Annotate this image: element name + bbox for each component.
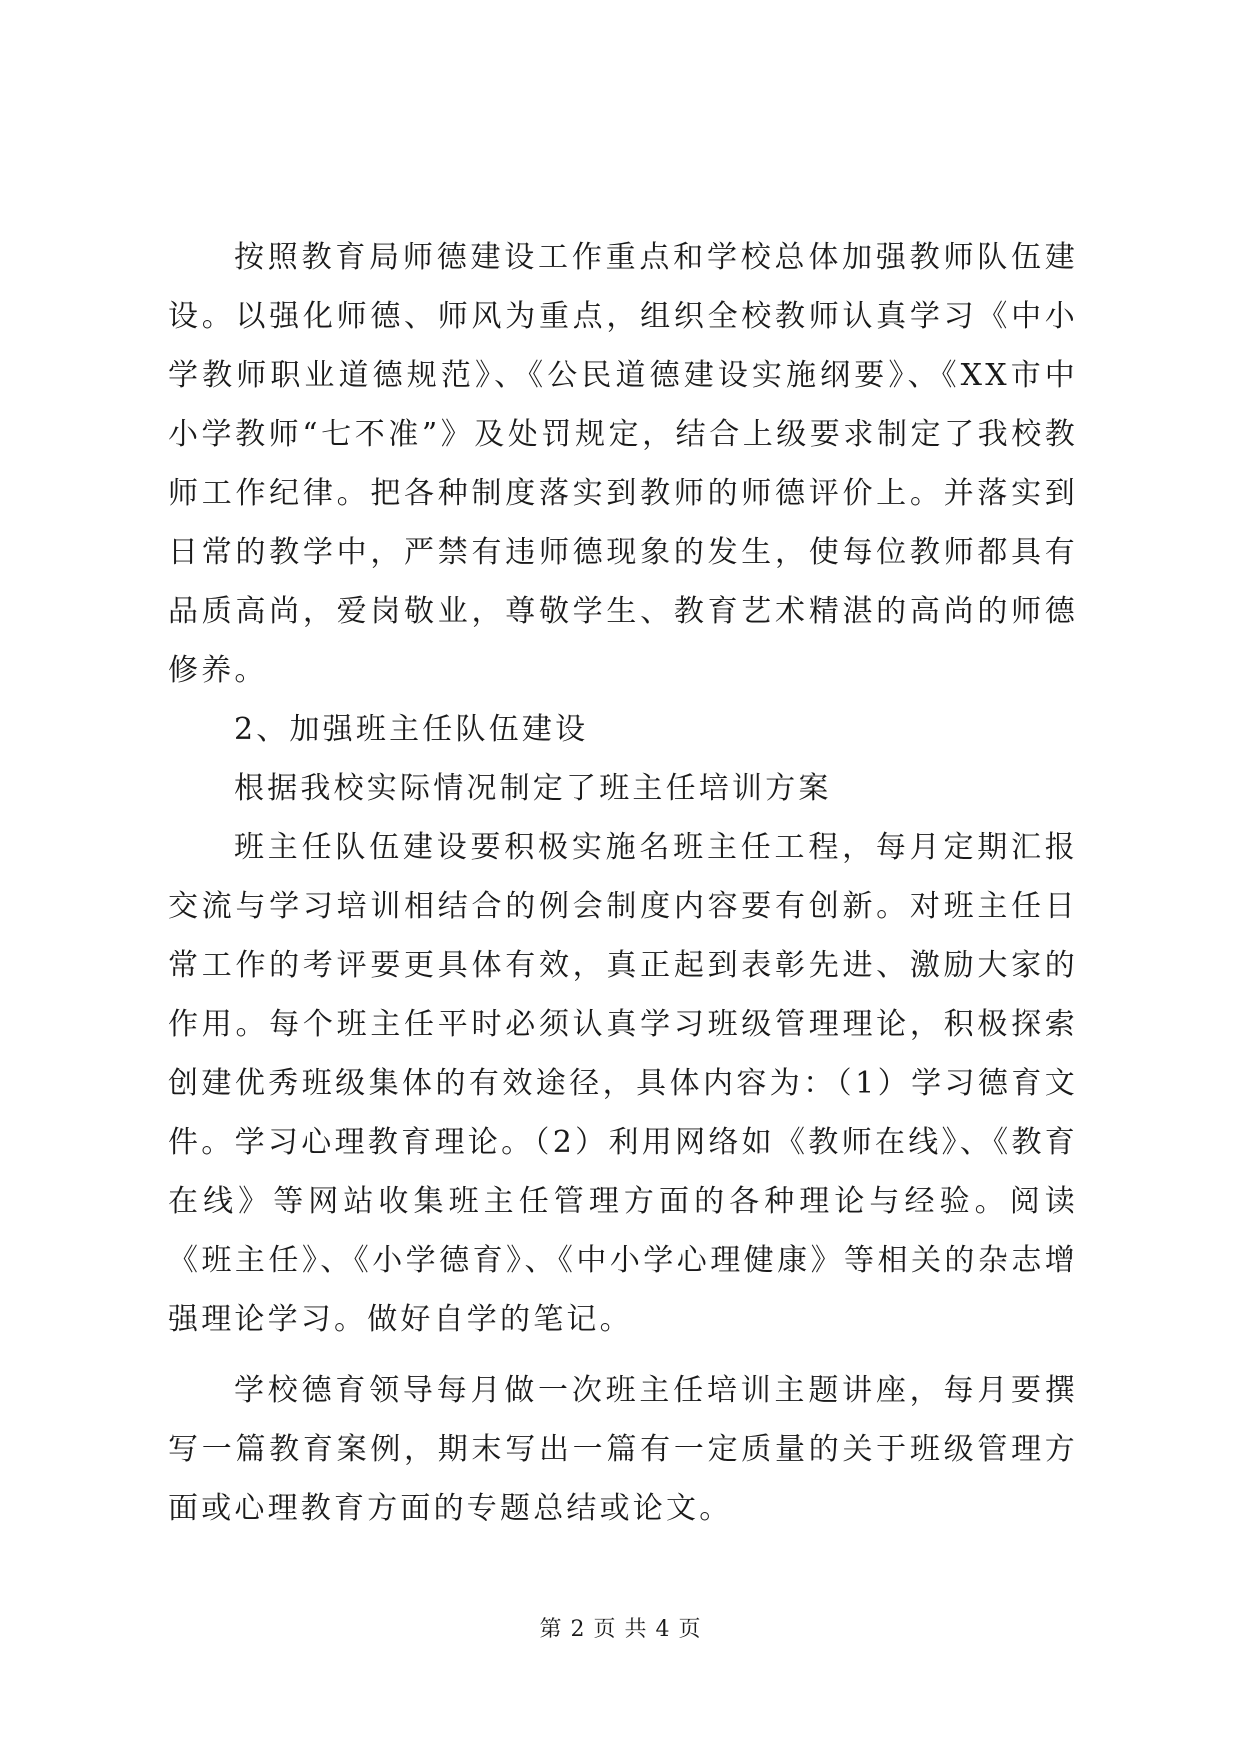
paragraph-team-building: 班主任队伍建设要积极实施名班主任工程，每月定期汇报交流与学习培训相结合的例会制度内容要有创新。对班主任日常工作的考评要更具体有效，真正起到表彰先进、激励大家的作用。每个班主任平时必须认真学习班级管理理论，积极探索创建优秀班级集体的有效途径，具体内容为：（1）学习德育文件。学习心理教育理论。（2）利用网络如《教师在线》、《教育在线》等网站收集班主任管理方面的各种理论与经验。阅读《班主任》、《小学德育》、《中小学心理健康》等相关的杂志增强理论学习。做好自学的笔记。 <box>168 830 1078 1337</box>
page-footer: 第 2 页 共 4 页 <box>539 1617 702 1642</box>
paragraph-teacher-ethics: 按照教育局师德建设工作重点和学校总体加强教师队伍建设。以强化师德、师风为重点，组织全校教师认真学习《中小学教师职业道德规范》、《公民道德建设实施纲要》、《XX市中小学教师“七不准”》及处罚规定，结合上级要求制定了我校教师工作纪律。把各种制度落实到教师的师德评价上。并落实到日常的教学中，严禁有违师德现象的发生，使每位教师都具有品质高尚，爱岗敬业，尊敬学生、教育艺术精湛的高尚的师德修养。 <box>168 240 1078 688</box>
paragraph-lectures: 学校德育领导每月做一次班主任培训主题讲座，每月要撰写一篇教育案例，期末写出一篇有一定质量的关于班级管理方面或心理教育方面的专题总结或论文。 <box>168 1373 1078 1526</box>
document-body <box>168 228 1078 1538</box>
section-heading-class-teacher: 2、加强班主任队伍建设 <box>234 712 589 747</box>
paragraph-training-plan: 根据我校实际情况制定了班主任培训方案 <box>234 771 832 806</box>
